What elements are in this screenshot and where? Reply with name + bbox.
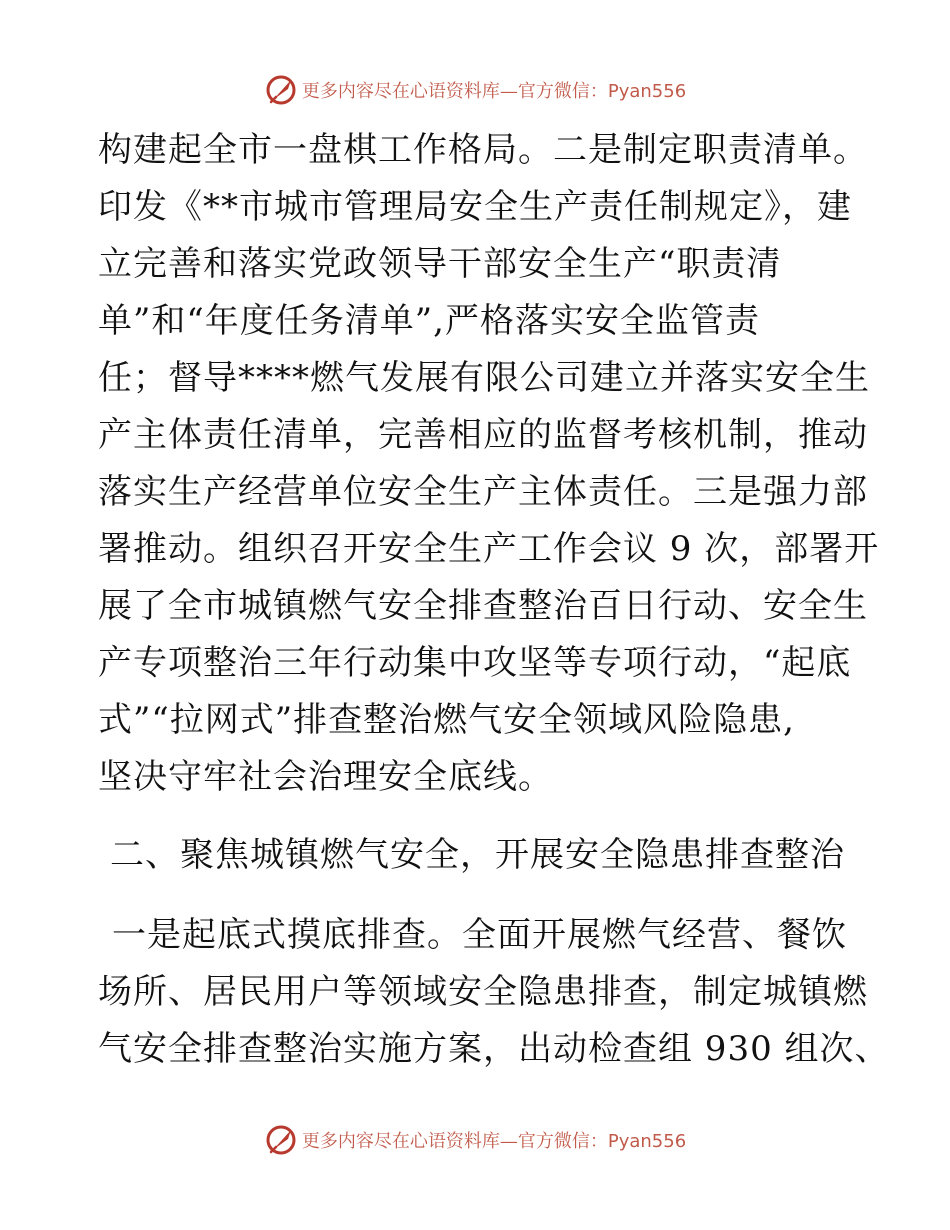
body-line-7: 落实生产经营单位安全生产主体责任。三是强力部 bbox=[98, 472, 868, 512]
body-line-5: 任；督导****燃气发展有限公司建立并落实安全生 bbox=[98, 358, 870, 398]
header-banner-text: 更多内容尽在心语资料库—官方微信：Pyan556 bbox=[301, 81, 687, 102]
section-heading: 二、聚焦城镇燃气安全，开展安全隐患排查整治 bbox=[110, 835, 845, 875]
body-line-3: 立完善和落实党政领导干部安全生产“职责清 bbox=[98, 244, 782, 284]
quill-logo-icon bbox=[264, 1123, 298, 1157]
body-line-4: 单”和“年度任务清单”,严格落实安全监管责 bbox=[98, 301, 760, 341]
body-line-12: 坚决守牢社会治理安全底线。 bbox=[98, 757, 553, 797]
footer-banner-wechat-id: Pyan556 bbox=[607, 1131, 687, 1152]
footer-banner-text: 更多内容尽在心语资料库—官方微信：Pyan556 bbox=[301, 1131, 687, 1152]
body-line-10: 产专项整治三年行动集中攻坚等专项行动，“起底 bbox=[98, 643, 852, 683]
body-line-9: 展了全市城镇燃气安全排查整治百日行动、安全生 bbox=[98, 586, 868, 626]
body-line-8: 署推动。组织召开安全生产工作会议 9 次，部署开 bbox=[98, 529, 880, 569]
para2-line-3: 气安全排查整治实施方案，出动检查组 930 组次、 bbox=[98, 1029, 890, 1069]
para2-line-1: 一是起底式摸底排查。全面开展燃气经营、餐饮 bbox=[112, 915, 847, 955]
body-line-11: 式”“拉网式”排查整治燃气安全领域风险隐患, bbox=[98, 700, 795, 740]
para2-line-2: 场所、居民用户等领域安全隐患排查，制定城镇燃 bbox=[98, 972, 868, 1012]
body-line-6: 产主体责任清单，完善相应的监督考核机制，推动 bbox=[98, 415, 868, 455]
body-line-2: 印发《**市城市管理局安全生产责任制规定》，建 bbox=[98, 187, 852, 227]
body-line-1: 构建起全市一盘棋工作格局。二是制定职责清单。 bbox=[98, 130, 868, 170]
footer-banner bbox=[0, 1120, 950, 1160]
header-banner-wechat-id: Pyan556 bbox=[607, 81, 687, 102]
